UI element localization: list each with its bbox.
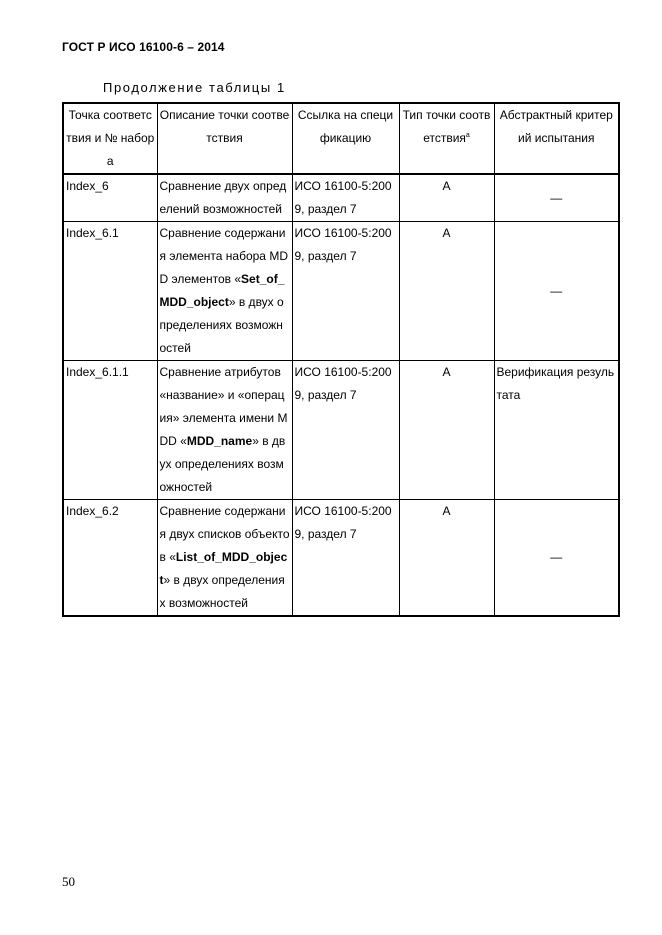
- footnote-marker: а: [465, 132, 470, 139]
- cell-description: Сравнение содержания элемента набора MDD элементов «Set_of_MDD_object» в двух определениях возможностей: [157, 222, 292, 361]
- col-header-description: Описание точки соответствия: [157, 103, 292, 174]
- conformance-table: [62, 102, 620, 617]
- cell-conformance-point: Index_6: [63, 174, 157, 222]
- cell-test-criterion: Верификация результата: [494, 361, 619, 500]
- page-number: 50: [62, 874, 75, 889]
- cell-description: Сравнение атрибутов «название» и «операция» элемента имени MDD «MDD_name» в двух определениях возможностей: [157, 361, 292, 500]
- cell-description: Сравнение двух определений возможностей: [157, 174, 292, 222]
- col-header-conformance-type: Тип точки соответствия$^а$: [399, 103, 494, 174]
- cell-description: Сравнение содержания двух списков объектов «List_of_MDD_object» в двух определениях возможностей: [157, 500, 292, 617]
- col-header-specification-reference: Ссылка на спецификацию: [292, 103, 399, 174]
- cell-specification-reference: ИСО 16100-5:2009, раздел 7: [292, 500, 399, 617]
- table-row: [63, 222, 619, 361]
- cell-conformance-type: А: [399, 222, 494, 361]
- cell-conformance-type: А: [399, 174, 494, 222]
- document-header: ГОСТ Р ИСО 16100-6 – 2014: [62, 40, 225, 54]
- cell-conformance-type: А: [399, 500, 494, 617]
- cell-specification-reference: ИСО 16100-5:2009, раздел 7: [292, 222, 399, 361]
- cell-specification-reference: ИСО 16100-5:2009, раздел 7: [292, 361, 399, 500]
- table-row: [63, 361, 619, 500]
- table-row: [63, 174, 619, 222]
- table-caption: Продолжение таблицы 1: [103, 80, 286, 95]
- table-header-row: [63, 103, 619, 174]
- cell-test-criterion: —: [494, 500, 619, 617]
- cell-conformance-point: Index_6.2: [63, 500, 157, 617]
- cell-test-criterion: —: [494, 174, 619, 222]
- table-row: [63, 500, 619, 617]
- cell-specification-reference: ИСО 16100-5:2009, раздел 7: [292, 174, 399, 222]
- cell-conformance-type: А: [399, 361, 494, 500]
- col-header-test-criterion: Абстрактный критерий испытания: [494, 103, 619, 174]
- cell-conformance-point: Index_6.1.1: [63, 361, 157, 500]
- cell-conformance-point: Index_6.1: [63, 222, 157, 361]
- cell-test-criterion: —: [494, 222, 619, 361]
- col-header-conformance-point: Точка соответствия и № набора: [63, 103, 157, 174]
